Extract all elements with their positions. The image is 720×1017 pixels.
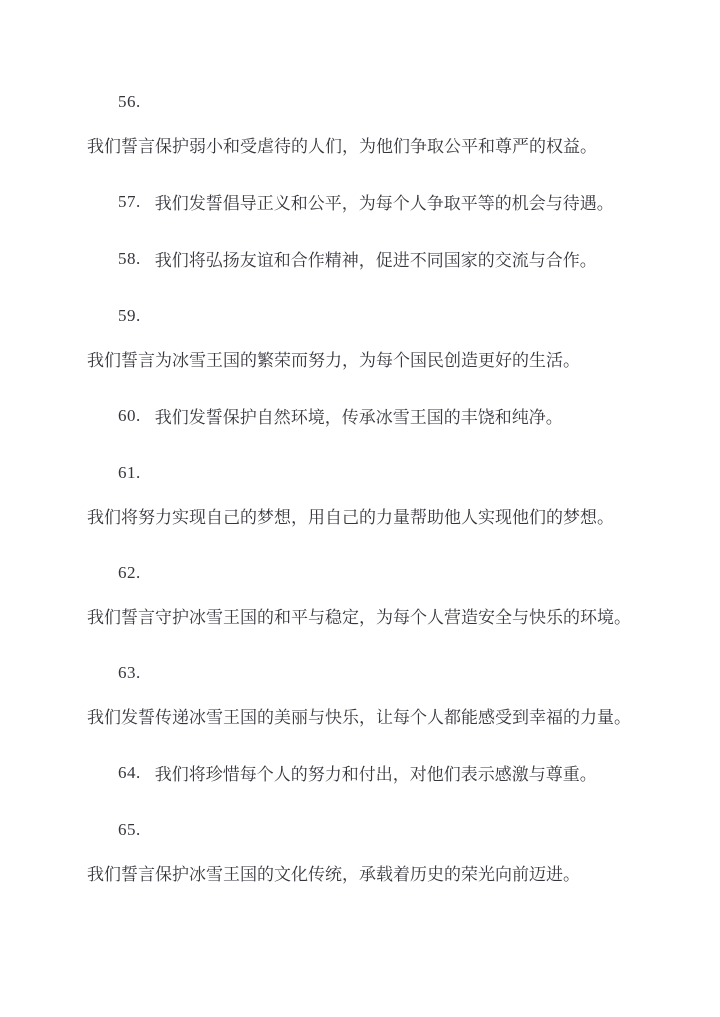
pledge-item xyxy=(87,451,642,537)
item-number-line xyxy=(87,551,642,594)
pledge-list xyxy=(87,80,642,894)
item-number-line xyxy=(87,294,642,337)
item-line xyxy=(87,751,642,794)
item-text: 我们誓言为冰雪王国的繁荣而努力，为每个国民创造更好的生活。 xyxy=(87,351,580,370)
item-text-line xyxy=(87,851,642,894)
item-number: 60. xyxy=(118,405,141,425)
item-number: 63. xyxy=(118,662,141,682)
item-text: 我们发誓传递冰雪王国的美丽与快乐，让每个人都能感受到幸福的力量。 xyxy=(87,708,631,727)
item-text-line xyxy=(87,123,642,166)
item-number-line xyxy=(87,808,642,851)
item-text-line xyxy=(87,337,642,380)
item-number: 62. xyxy=(118,562,141,582)
item-text-line xyxy=(87,594,642,637)
item-text: 我们将珍惜每个人的努力和付出，对他们表示感激与尊重。 xyxy=(154,765,597,784)
item-text: 我们发誓倡导正义和公平，为每个人争取平等的机会与待遇。 xyxy=(154,194,614,213)
item-number: 64. xyxy=(118,762,141,782)
item-text: 我们誓言守护冰雪王国的和平与稳定，为每个人营造安全与快乐的环境。 xyxy=(87,608,631,627)
item-text-line xyxy=(87,494,642,537)
pledge-item xyxy=(87,651,642,737)
item-text: 我们将弘扬友谊和合作精神，促进不同国家的交流与合作。 xyxy=(154,251,597,270)
item-number: 57. xyxy=(118,191,141,211)
item-number: 65. xyxy=(118,819,141,839)
item-number-line xyxy=(87,451,642,494)
item-number-line xyxy=(87,80,642,123)
item-line xyxy=(87,237,642,280)
item-number: 58. xyxy=(118,248,141,268)
item-line xyxy=(87,394,642,437)
item-number: 61. xyxy=(118,462,141,482)
item-line xyxy=(87,180,642,223)
pledge-item xyxy=(87,294,642,380)
pledge-item xyxy=(87,80,642,166)
pledge-item xyxy=(87,751,642,794)
pledge-item xyxy=(87,551,642,637)
item-text-line xyxy=(87,694,642,737)
item-text: 我们将努力实现自己的梦想，用自己的力量帮助他人实现他们的梦想。 xyxy=(87,508,614,527)
item-text: 我们发誓保护自然环境，传承冰雪王国的丰饶和纯净。 xyxy=(154,408,563,427)
item-text: 我们誓言保护冰雪王国的文化传统，承载着历史的荣光向前迈进。 xyxy=(87,865,580,884)
item-number: 59. xyxy=(118,305,141,325)
item-number-line xyxy=(87,651,642,694)
pledge-item xyxy=(87,808,642,894)
pledge-item xyxy=(87,394,642,437)
pledge-item xyxy=(87,237,642,280)
item-number: 56. xyxy=(118,91,141,111)
pledge-item xyxy=(87,180,642,223)
item-text: 我们誓言保护弱小和受虐待的人们，为他们争取公平和尊严的权益。 xyxy=(87,137,597,156)
